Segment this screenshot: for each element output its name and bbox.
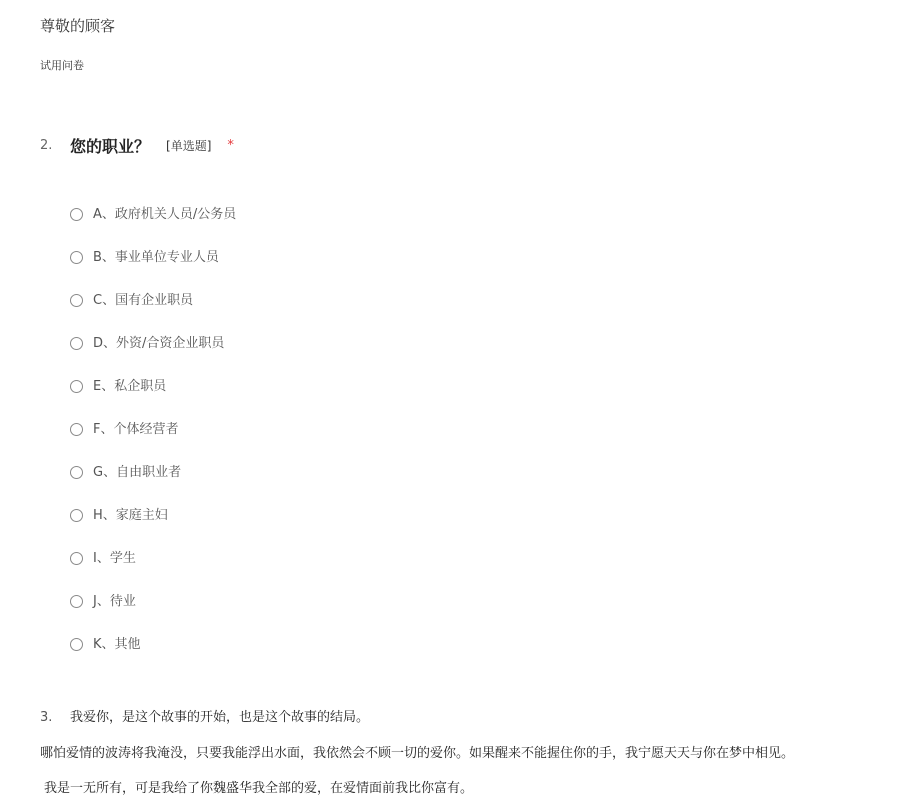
option-label: C、国有企业职员 bbox=[93, 293, 194, 308]
radio-button[interactable] bbox=[70, 552, 83, 565]
option-label: K、其他 bbox=[93, 637, 141, 652]
survey-title: 试用问卷 bbox=[40, 59, 84, 72]
option-label: H、家庭主妇 bbox=[93, 508, 168, 523]
option-label: D、外资/合资企业职员 bbox=[93, 336, 225, 351]
radio-button[interactable] bbox=[70, 595, 83, 608]
option-label: A、政府机关人员/公务员 bbox=[93, 207, 237, 222]
question-3-paragraph-1: 哪怕爱情的波涛将我淹没，只要我能浮出水面，我依然会不顾一切的爱你。如果醒来不能握住你的手，我宁愿天天与你在梦中相见。 bbox=[40, 746, 795, 761]
question-text: 您的职业？ bbox=[70, 136, 151, 156]
option-i[interactable] bbox=[70, 548, 470, 591]
option-label: J、待业 bbox=[93, 594, 136, 609]
option-label: I、学生 bbox=[93, 551, 136, 566]
option-d[interactable] bbox=[70, 333, 470, 376]
option-a[interactable] bbox=[70, 204, 470, 247]
radio-button[interactable] bbox=[70, 337, 83, 350]
option-e[interactable] bbox=[70, 376, 470, 419]
question-number: 2. bbox=[40, 137, 53, 153]
option-b[interactable] bbox=[70, 247, 470, 290]
option-g[interactable] bbox=[70, 462, 470, 505]
question-3-paragraph-2: 我是一无所有，可是我给了你魏盛华我全部的爱，在爱情面前我比你富有。 bbox=[44, 781, 474, 796]
question-type-tag: [单选题] bbox=[166, 138, 212, 153]
option-label: G、自由职业者 bbox=[93, 465, 182, 480]
greeting-text: 尊敬的顾客 bbox=[40, 17, 116, 35]
question-text: 我爱你，是这个故事的开始，也是这个故事的结局。 bbox=[70, 710, 370, 725]
radio-button[interactable] bbox=[70, 208, 83, 221]
radio-button[interactable] bbox=[70, 509, 83, 522]
required-mark: * bbox=[227, 137, 234, 153]
option-j[interactable] bbox=[70, 591, 470, 634]
option-c[interactable] bbox=[70, 290, 470, 333]
radio-button[interactable] bbox=[70, 638, 83, 651]
question-2-header bbox=[40, 134, 234, 156]
option-f[interactable] bbox=[70, 419, 470, 462]
radio-button[interactable] bbox=[70, 423, 83, 436]
option-label: E、私企职员 bbox=[93, 379, 167, 394]
option-h[interactable] bbox=[70, 505, 470, 548]
option-label: B、事业单位专业人员 bbox=[93, 250, 219, 265]
radio-button[interactable] bbox=[70, 294, 83, 307]
question-3-header bbox=[40, 708, 369, 728]
radio-button[interactable] bbox=[70, 380, 83, 393]
option-k[interactable] bbox=[70, 634, 470, 677]
radio-button[interactable] bbox=[70, 251, 83, 264]
radio-button[interactable] bbox=[70, 466, 83, 479]
question-2-options bbox=[70, 204, 470, 677]
question-number: 3. bbox=[40, 710, 53, 725]
option-label: F、个体经营者 bbox=[93, 422, 179, 437]
